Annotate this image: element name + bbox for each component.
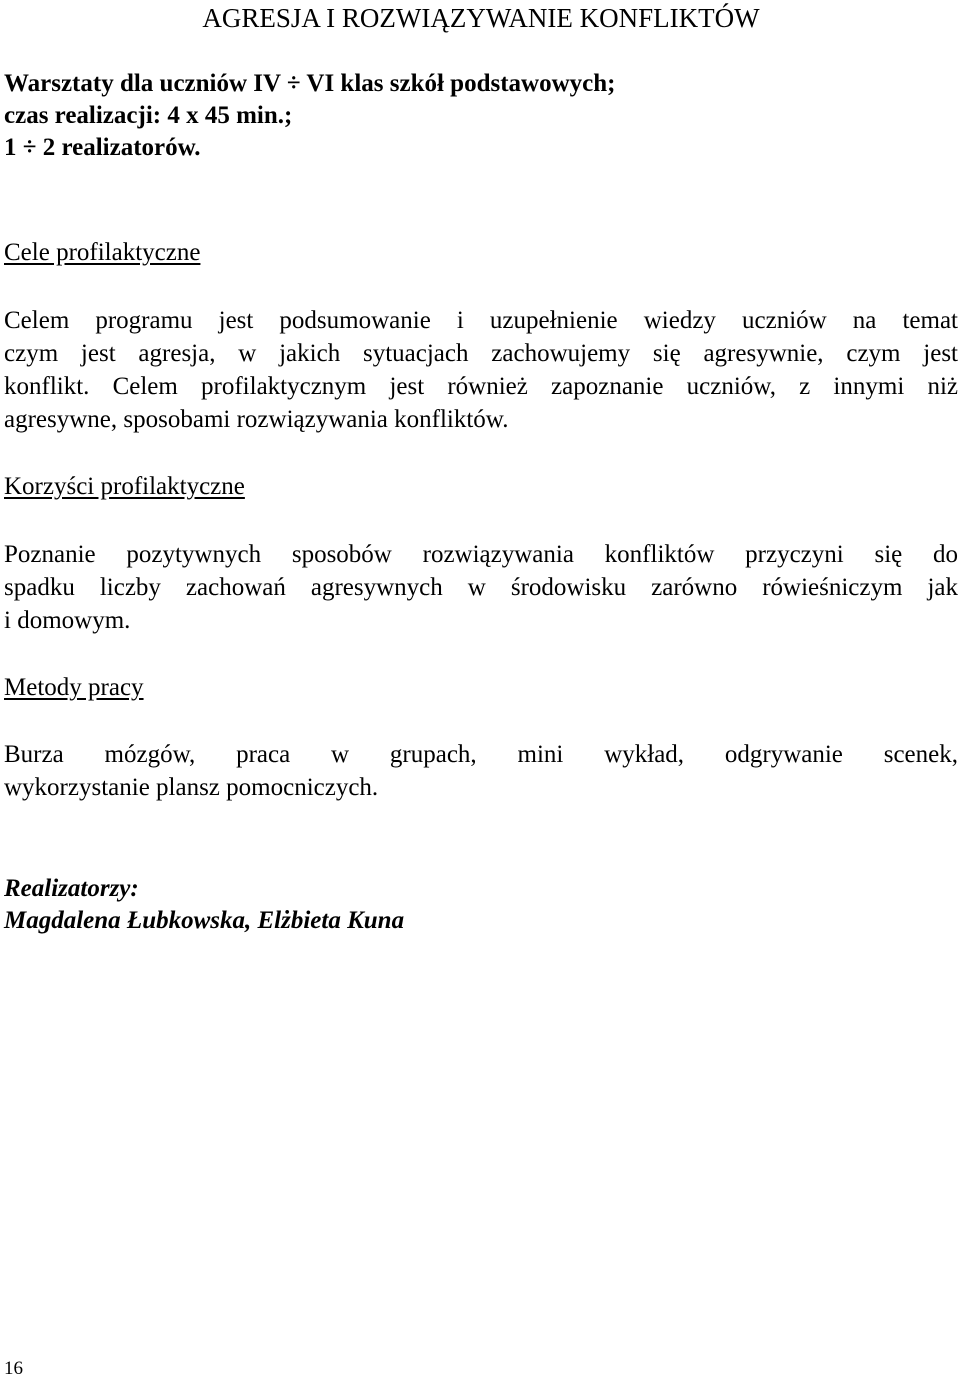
text-line: Poznanie pozytywnych sposobów rozwiązywania konfliktów przyczyni się do [4, 541, 958, 568]
section-heading-methods: Metody pracy [4, 674, 144, 701]
text-line: Burza mózgów, praca w grupach, mini wykład, odgrywanie scenek, [4, 741, 958, 768]
section-heading-goals: Cele profilaktyczne [4, 239, 201, 266]
text-line: agresywne, sposobami rozwiązywania konfliktów. [4, 406, 509, 433]
page-title: AGRESJA I ROZWIĄZYWANIE KONFLIKTÓW [202, 3, 760, 33]
authors-names: Magdalena Łubkowska, Elżbieta Kuna [4, 907, 405, 934]
text-line: wykorzystanie plansz pomocniczych. [4, 774, 379, 801]
text-line: konflikt. Celem profilaktycznym jest również zapoznanie uczniów, z innymi niż [4, 373, 958, 400]
authors-block [4, 873, 404, 937]
section-text-goals [4, 304, 958, 436]
page-number: 16 [4, 1358, 23, 1379]
section-text-benefits [4, 538, 958, 637]
authors-label: Realizatorzy: [4, 875, 139, 902]
text-line: i domowym. [4, 607, 131, 634]
section-text-methods [4, 738, 958, 804]
workshop-duration: czas realizacji: 4 x 45 min.; [4, 102, 293, 129]
text-line: Celem programu jest podsumowanie i uzupełnienie wiedzy uczniów na temat [4, 307, 958, 334]
text-line: spadku liczby zachowań agresywnych w środowisku zarówno rówieśniczym jak [4, 574, 958, 601]
workshop-info [4, 68, 958, 164]
section-heading-benefits: Korzyści profilaktyczne [4, 473, 245, 500]
text-line: czym jest agresja, w jakich sytuacjach zachowujemy się agresywnie, czym jest [4, 340, 958, 367]
workshop-facilitators: 1 ÷ 2 realizatorów. [4, 134, 201, 161]
workshop-audience: Warsztaty dla uczniów IV ÷ VI klas szkół podstawowych; [4, 70, 616, 97]
